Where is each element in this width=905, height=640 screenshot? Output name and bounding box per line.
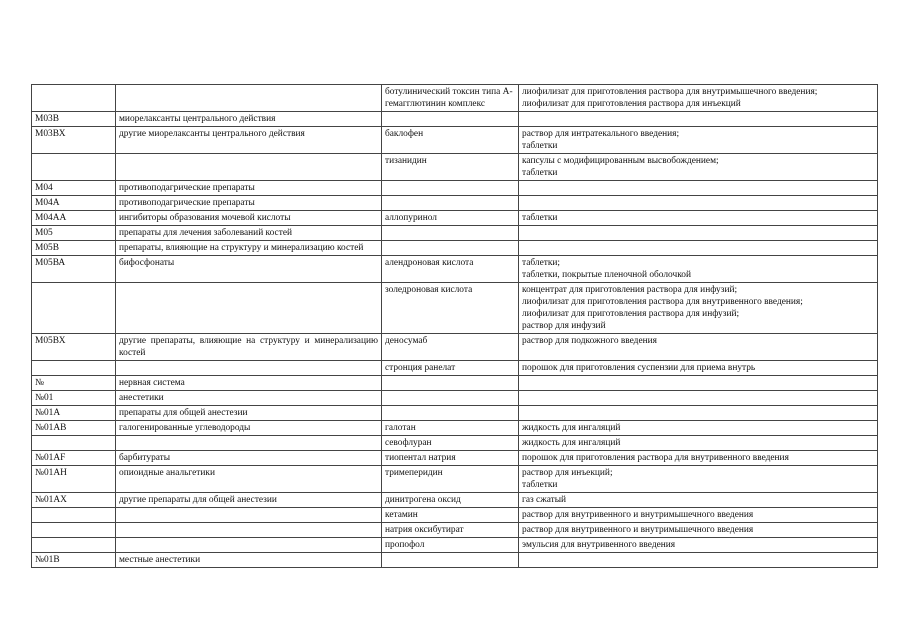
- dosage-form-cell: [519, 196, 878, 211]
- atc-group-cell: местные анестетики: [116, 553, 382, 568]
- dosage-form-cell: [519, 112, 878, 127]
- dosage-form-cell: [519, 406, 878, 421]
- atc-code-cell: М04АА: [32, 211, 116, 226]
- dosage-form-cell: [519, 493, 878, 508]
- table-row: [32, 85, 878, 112]
- substance-cell: [382, 391, 519, 406]
- dosage-form-cell: [519, 181, 878, 196]
- atc-group-cell: [116, 85, 382, 112]
- atc-code-cell: №01АН: [32, 466, 116, 493]
- atc-group-cell: галогенированные углеводороды: [116, 421, 382, 436]
- dosage-form-line: жидкость для ингаляций: [522, 438, 621, 448]
- dosage-form-line: эмульсия для внутривенного введения: [522, 540, 676, 550]
- substance-cell: кетамин: [382, 508, 519, 523]
- atc-code-cell: [32, 523, 116, 538]
- dosage-form-cell: [519, 451, 878, 466]
- dosage-form-cell: [519, 391, 878, 406]
- table-row: [32, 283, 878, 334]
- atc-code-cell: М04: [32, 181, 116, 196]
- atc-group-cell: бифосфонаты: [116, 256, 382, 283]
- atc-code-cell: М05: [32, 226, 116, 241]
- atc-code-cell: №01AF: [32, 451, 116, 466]
- dosage-form-line: раствор для инъекций;: [522, 468, 613, 478]
- table-row: [32, 154, 878, 181]
- dosage-form-cell: [519, 508, 878, 523]
- atc-group-cell: другие препараты, влияющие на структуру и минерализацию костей: [116, 334, 382, 361]
- dosage-form-line: таблетки: [522, 168, 558, 178]
- atc-code-cell: М03В: [32, 112, 116, 127]
- atc-code-cell: [32, 283, 116, 334]
- dosage-form-line: концентрат для приготовления раствора для инфузий;: [522, 285, 738, 295]
- substance-cell: [382, 181, 519, 196]
- table-row: [32, 466, 878, 493]
- dosage-form-line: раствор для инфузий: [522, 321, 606, 331]
- table-row: [32, 538, 878, 553]
- dosage-form-cell: [519, 256, 878, 283]
- dosage-form-line: таблетки: [522, 480, 558, 490]
- atc-code-cell: [32, 436, 116, 451]
- atc-group-cell: миорелаксанты центрального действия: [116, 112, 382, 127]
- atc-group-cell: препараты, влияющие на структуру и минерализацию костей: [116, 241, 382, 256]
- dosage-form-line: таблетки: [522, 213, 558, 223]
- dosage-form-line: раствор для внутривенного и внутримышечного введения: [522, 525, 754, 535]
- atc-group-cell: нервная система: [116, 376, 382, 391]
- table-row: [32, 196, 878, 211]
- dosage-form-line: таблетки: [522, 141, 558, 151]
- atc-group-cell: [116, 154, 382, 181]
- substance-cell: [382, 376, 519, 391]
- atc-code-cell: №01АХ: [32, 493, 116, 508]
- dosage-form-cell: [519, 361, 878, 376]
- atc-code-cell: М04А: [32, 196, 116, 211]
- substance-cell: тиопентал натрия: [382, 451, 519, 466]
- atc-code-cell: №01: [32, 391, 116, 406]
- table-row: [32, 508, 878, 523]
- atc-code-cell: М03ВХ: [32, 127, 116, 154]
- dosage-form-line: порошок для приготовления раствора для внутривенного введения: [522, 453, 789, 463]
- atc-group-cell: [116, 436, 382, 451]
- dosage-form-cell: [519, 421, 878, 436]
- dosage-form-line: порошок для приготовления суспензии для приема внутрь: [522, 363, 756, 373]
- table-row: [32, 226, 878, 241]
- atc-group-cell: [116, 508, 382, 523]
- substance-cell: [382, 241, 519, 256]
- dosage-form-cell: [519, 334, 878, 361]
- dosage-form-line: раствор для подкожного введения: [522, 336, 657, 346]
- dosage-form-line: жидкость для ингаляций: [522, 423, 621, 433]
- atc-group-cell: [116, 538, 382, 553]
- substance-cell: галотан: [382, 421, 519, 436]
- dosage-form-cell: [519, 154, 878, 181]
- drug-table: [31, 84, 878, 568]
- dosage-form-line: газ сжатый: [522, 495, 567, 505]
- dosage-form-line: таблетки, покрытые пленочной оболочкой: [522, 270, 691, 280]
- dosage-form-cell: [519, 283, 878, 334]
- atc-group-cell: другие препараты для общей анестезии: [116, 493, 382, 508]
- dosage-form-line: лиофилизат для приготовления раствора для инфузий;: [522, 309, 740, 319]
- table-row: [32, 406, 878, 421]
- substance-cell: [382, 406, 519, 421]
- dosage-form-line: капсулы с модифицированным высвобождением;: [522, 156, 719, 166]
- substance-cell: ботулинический токсин типа А-гемагглютинин комплекс: [382, 85, 519, 112]
- dosage-form-cell: [519, 523, 878, 538]
- table-row: [32, 112, 878, 127]
- atc-code-cell: №01В: [32, 553, 116, 568]
- atc-group-cell: [116, 523, 382, 538]
- dosage-form-cell: [519, 538, 878, 553]
- substance-cell: [382, 226, 519, 241]
- dosage-form-cell: [519, 241, 878, 256]
- substance-cell: стронция ранелат: [382, 361, 519, 376]
- dosage-form-cell: [519, 436, 878, 451]
- substance-cell: севофлуран: [382, 436, 519, 451]
- table-row: [32, 376, 878, 391]
- atc-code-cell: [32, 508, 116, 523]
- table-row: [32, 493, 878, 508]
- atc-code-cell: М05В: [32, 241, 116, 256]
- dosage-form-line: лиофилизат для приготовления раствора для инъекций: [522, 99, 741, 109]
- atc-group-cell: другие миорелаксанты центрального действия: [116, 127, 382, 154]
- dosage-form-cell: [519, 211, 878, 226]
- table-row: [32, 334, 878, 361]
- substance-cell: золедроновая кислота: [382, 283, 519, 334]
- dosage-form-line: раствор для интратекального введения;: [522, 129, 680, 139]
- dosage-form-cell: [519, 85, 878, 112]
- dosage-form-cell: [519, 226, 878, 241]
- dosage-form-cell: [519, 127, 878, 154]
- substance-cell: баклофен: [382, 127, 519, 154]
- table-row: [32, 181, 878, 196]
- substance-cell: алендроновая кислота: [382, 256, 519, 283]
- table-row: [32, 256, 878, 283]
- table-row: [32, 553, 878, 568]
- substance-cell: динитрогена оксид: [382, 493, 519, 508]
- substance-cell: аллопуринол: [382, 211, 519, 226]
- atc-group-cell: ингибиторы образования мочевой кислоты: [116, 211, 382, 226]
- atc-group-cell: [116, 361, 382, 376]
- atc-code-cell: [32, 538, 116, 553]
- atc-code-cell: [32, 361, 116, 376]
- table-row: [32, 451, 878, 466]
- table-row: [32, 421, 878, 436]
- dosage-form-line: таблетки;: [522, 258, 561, 268]
- substance-cell: тизанидин: [382, 154, 519, 181]
- dosage-form-line: раствор для внутривенного и внутримышечного введения: [522, 510, 754, 520]
- atc-group-cell: [116, 283, 382, 334]
- atc-group-cell: анестетики: [116, 391, 382, 406]
- atc-group-cell: препараты для общей анестезии: [116, 406, 382, 421]
- substance-cell: пропофол: [382, 538, 519, 553]
- substance-cell: [382, 112, 519, 127]
- atc-group-cell: препараты для лечения заболеваний костей: [116, 226, 382, 241]
- dosage-form-cell: [519, 466, 878, 493]
- atc-code-cell: №01АВ: [32, 421, 116, 436]
- table-row: [32, 211, 878, 226]
- atc-code-cell: М05ВХ: [32, 334, 116, 361]
- dosage-form-cell: [519, 553, 878, 568]
- table-row: [32, 127, 878, 154]
- atc-group-cell: противоподагрические препараты: [116, 196, 382, 211]
- substance-cell: [382, 553, 519, 568]
- table-row: [32, 523, 878, 538]
- substance-cell: деносумаб: [382, 334, 519, 361]
- atc-code-cell: [32, 154, 116, 181]
- atc-code-cell: М05ВА: [32, 256, 116, 283]
- table-row: [32, 241, 878, 256]
- atc-code-cell: [32, 85, 116, 112]
- table-row: [32, 436, 878, 451]
- dosage-form-cell: [519, 376, 878, 391]
- dosage-form-line: лиофилизат для приготовления раствора для внутривенного введения;: [522, 297, 803, 307]
- substance-cell: [382, 196, 519, 211]
- atc-group-cell: барбитураты: [116, 451, 382, 466]
- table-body: [32, 85, 878, 568]
- table-row: [32, 391, 878, 406]
- atc-group-cell: противоподагрические препараты: [116, 181, 382, 196]
- substance-cell: тримеперидин: [382, 466, 519, 493]
- atc-code-cell: №01А: [32, 406, 116, 421]
- substance-cell: натрия оксибутират: [382, 523, 519, 538]
- atc-group-cell: опиоидные анальгетики: [116, 466, 382, 493]
- dosage-form-line: лиофилизат для приготовления раствора для внутримышечного введения;: [522, 87, 818, 97]
- table-row: [32, 361, 878, 376]
- atc-code-cell: №: [32, 376, 116, 391]
